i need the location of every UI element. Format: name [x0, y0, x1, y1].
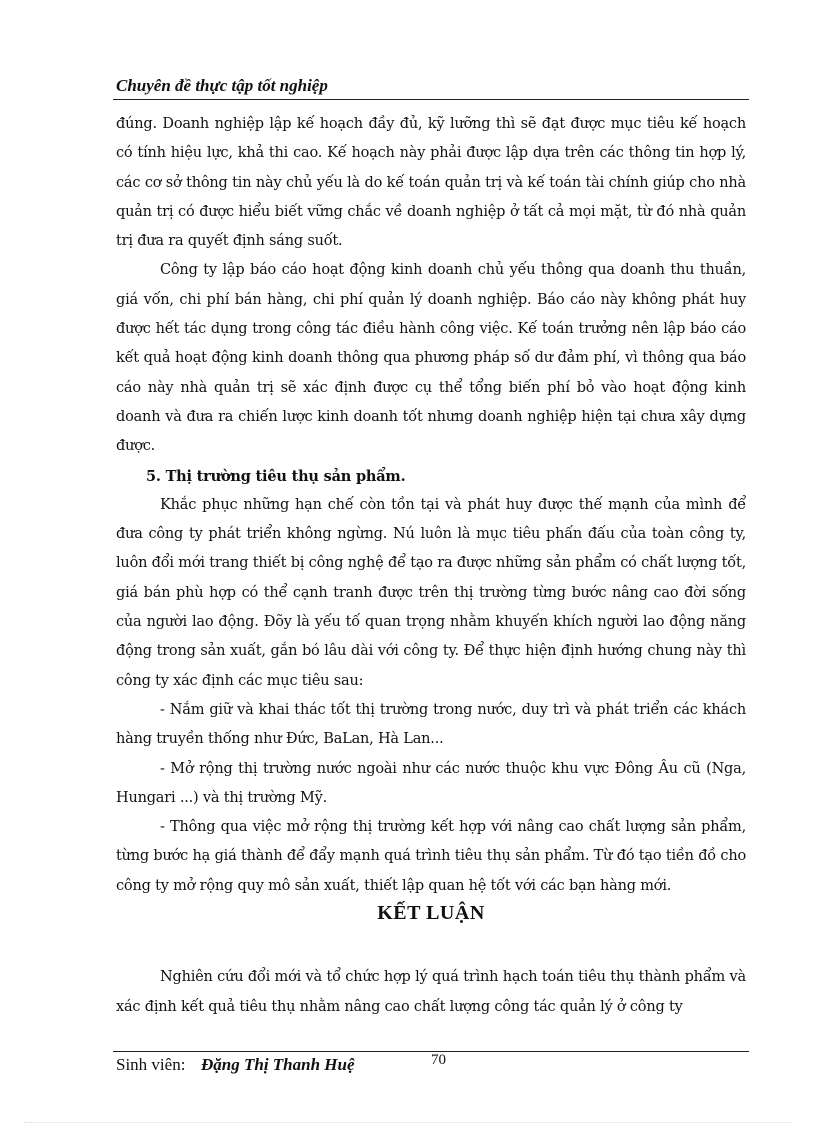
paragraph: Khắc phục những hạn chế còn tồn tại và phát huy được thế mạnh của mình để đưa công ty phát triển không ngừng. Nú luôn là mục tiêu phấn đấu của toàn công ty, luôn đổi mới trang thiết bị công nghệ để tạo ra được những sản phẩm có chất lượng tốt, giá bán phù hợp có thể cạnh tranh được trên thị trường từng bước nâng cao đời sống của người lao động. Đõy là yếu tố quan trọng nhằm khuyến khích người lao động năng động trong sản xuất, gắn bó lâu dài với công ty. Để thực hiện định hướng chung này thì công ty xác định các mục tiêu sau:: [116, 496, 746, 689]
paragraph: Nghiên cứu đổi mới và tổ chức hợp lý quá trình hạch toán tiêu thụ thành phẩm và xác định kết quả tiêu thụ nhằm nâng cao chất lượng công tác quản lý ở công ty: [116, 969, 746, 1015]
conclusion-heading: KẾT LUẬN: [377, 902, 485, 924]
student-label: Sinh viên:: [116, 1055, 186, 1074]
section-heading: 5. Thị trường tiêu thụ sản phẩm.: [146, 467, 406, 485]
header-title: Chuyên đề thực tập tốt nghiệp: [116, 76, 328, 95]
list-item: - Thông qua việc mở rộng thị trường kết hợp với nâng cao chất lượng sản phẩm, từng bước hạ giá thành để đẩy mạnh quá trình tiêu thụ sản phẩm. Từ đó tạo tiền đồ cho công ty mở rộng quy mô sản xuất, thiết lập quan hệ tốt với các bạn hàng mới.: [116, 819, 746, 894]
list-item: - Nắm giữ và khai thác tốt thị trường trong nước, duy trì và phát triển các khách hàng truyền thống như Đức, BaLan, Hà Lan...: [116, 701, 746, 748]
conclusion-text: [116, 962, 746, 1022]
page-number: 70: [431, 1052, 446, 1068]
body-text: [116, 110, 746, 901]
paragraph: đúng. Doanh nghiệp lập kế hoạch đầy đủ, kỹ lưỡng thì sẽ đạt được mục tiêu kế hoạch có tính hiệu lực, khả thi cao. Kế hoạch này phải được lập dựa trên các thông tin hợp lý, các cơ sở thông tin này chủ yếu là do kế toán quản trị và kế toán tài chính giúp cho nhà quản trị có được hiểu biết vững chắc về doanh nghiệp ở tất cả mọi mặt, từ đó nhà quản trị đưa ra quyết định sáng suốt.: [116, 116, 746, 250]
paragraph: Công ty lập báo cáo hoạt động kinh doanh chủ yếu thông qua doanh thu thuần, giá vốn, chi phí bán hàng, chi phí quản lý doanh nghiệp. Báo cáo này không phát huy được hết tác dụng trong công tác điều hành công việc. Kế toán trưởng nên lập báo cáo kết quả hoạt động kinh doanh thông qua phương pháp số dư đảm phí, vì thông qua báo cáo này nhà quản trị sẽ xác định được cụ thể tổng biến phí bỏ vào hoạt động kinh doanh và đưa ra chiến lược kinh doanh tốt nhưng doanh nghiệp hiện tại chưa xây dựng được.: [116, 262, 746, 455]
student-name: Đặng Thị Thanh Huệ: [201, 1055, 355, 1074]
list-item: - Mở rộng thị trường nước ngoài như các nước thuộc khu vực Đông Âu cũ (Nga, Hungari ...) và thị trường Mỹ.: [116, 760, 746, 806]
header-divider: [113, 99, 749, 100]
